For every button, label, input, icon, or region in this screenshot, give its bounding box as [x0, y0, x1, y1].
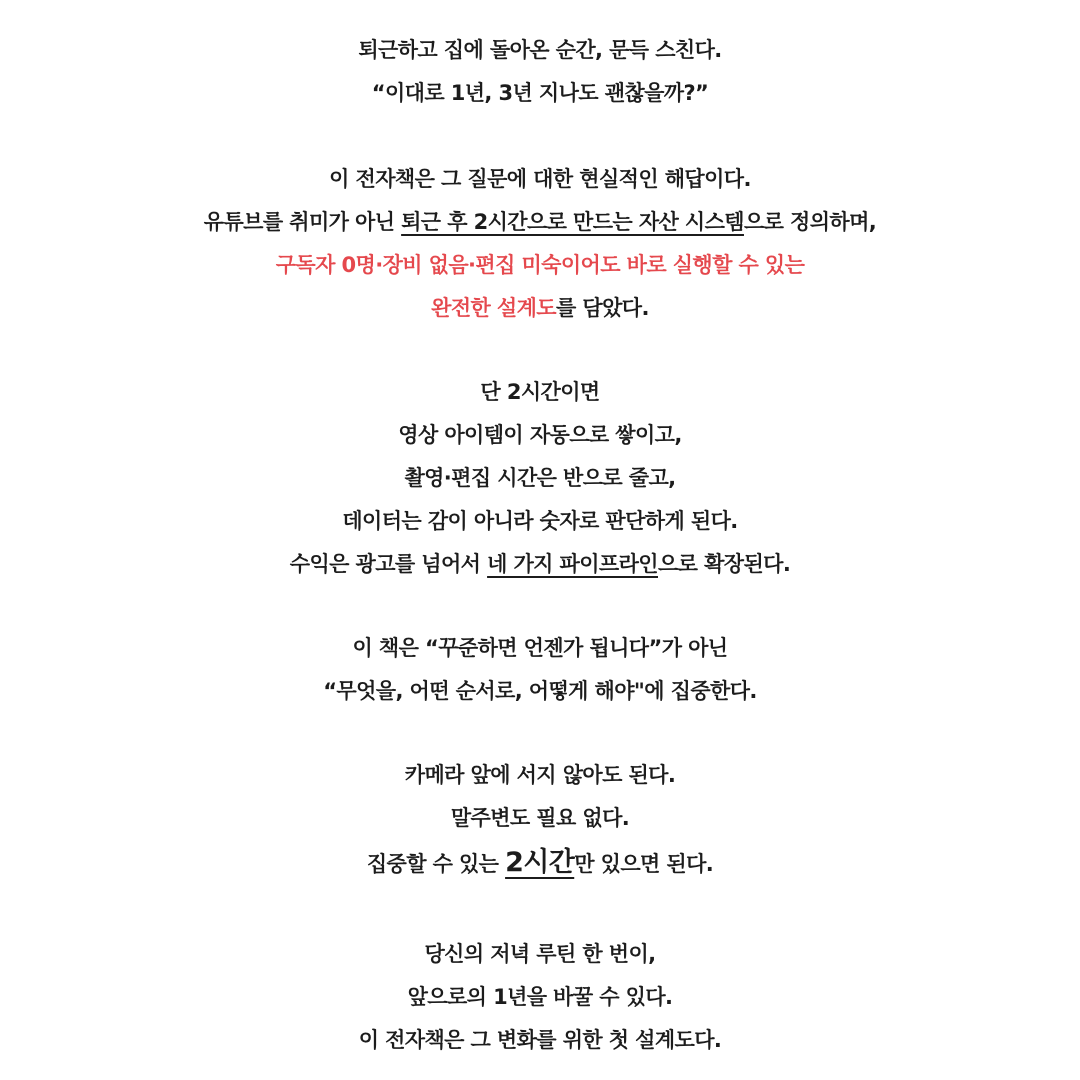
- definition-prefix: 유튜브를 취미가 아닌: [203, 210, 402, 234]
- conditions-text: 구독자 0명·장비 없음·편집 미숙이어도 바로 실행할 수 있는: [275, 253, 805, 277]
- definition-suffix: 으로 정의하며,: [743, 210, 877, 234]
- closing-line-2-text: 앞으로의 1년을 바꿀 수 있다.: [407, 985, 673, 1009]
- benefits-line-2: [0, 420, 1080, 450]
- benefits-line-3-text: 촬영·편집 시간은 반으로 줄고,: [404, 466, 676, 490]
- benefits-line-4: [0, 506, 1080, 536]
- intro-line-1: [0, 35, 1080, 65]
- answer-line-1: [0, 164, 1080, 194]
- reassure-line-1: [0, 760, 1080, 790]
- intro-question-line: [0, 78, 1080, 108]
- closing-line-1-text: 당신의 저녁 루틴 한 번이,: [424, 942, 656, 966]
- reassure-line-2: [0, 803, 1080, 833]
- reassure-line-3: [0, 848, 1080, 879]
- focus-line-1: [0, 633, 1080, 663]
- intro-line-1-text: 퇴근하고 집에 돌아온 순간, 문득 스친다.: [358, 38, 722, 62]
- intro-question-text: “이대로 1년, 3년 지나도 괜찮을까?”: [371, 81, 709, 105]
- closing-line-3-text: 이 전자책은 그 변화를 위한 첫 설계도다.: [358, 1028, 722, 1052]
- two-hours-prefix: 집중할 수 있는: [366, 852, 506, 876]
- reassure-line-2-text: 말주변도 필요 없다.: [450, 806, 630, 830]
- blueprint-suffix: 를 담았다.: [555, 296, 649, 320]
- focus-line-2: [0, 676, 1080, 706]
- answer-line-1-text: 이 전자책은 그 질문에 대한 현실적인 해답이다.: [329, 167, 751, 191]
- asset-system-highlight: 퇴근 후 2시간으로 만드는 자산 시스템: [401, 210, 744, 234]
- focus-line-1-text: 이 책은 “꾸준하면 언젠가 됩니다”가 아닌: [352, 636, 728, 660]
- two-hours-highlight: 2시간: [505, 847, 575, 878]
- blueprint-line: [0, 293, 1080, 323]
- closing-line-1: [0, 939, 1080, 969]
- focus-line-2-text: “무엇을, 어떤 순서로, 어떻게 해야"에 집중한다.: [323, 679, 757, 703]
- benefits-line-3: [0, 463, 1080, 493]
- definition-line: [0, 207, 1080, 237]
- benefits-line-2-text: 영상 아이템이 자동으로 쌓이고,: [398, 423, 682, 447]
- benefits-line-1: [0, 377, 1080, 407]
- revenue-suffix: 으로 확장된다.: [658, 552, 791, 576]
- two-hours-suffix: 만 있으면 된다.: [574, 852, 714, 876]
- conditions-line: [0, 250, 1080, 280]
- closing-line-2: [0, 982, 1080, 1012]
- complete-blueprint-highlight: 완전한 설계도: [431, 296, 556, 320]
- benefits-line-4-text: 데이터는 감이 아니라 숫자로 판단하게 된다.: [342, 509, 738, 533]
- four-pipelines-highlight: 네 가지 파이프라인: [487, 552, 658, 576]
- reassure-line-1-text: 카메라 앞에 서지 않아도 된다.: [404, 763, 676, 787]
- benefits-line-1-text: 단 2시간이면: [480, 380, 600, 404]
- revenue-prefix: 수익은 광고를 넘어서: [289, 552, 488, 576]
- closing-line-3: [0, 1025, 1080, 1055]
- benefits-line-5: [0, 549, 1080, 579]
